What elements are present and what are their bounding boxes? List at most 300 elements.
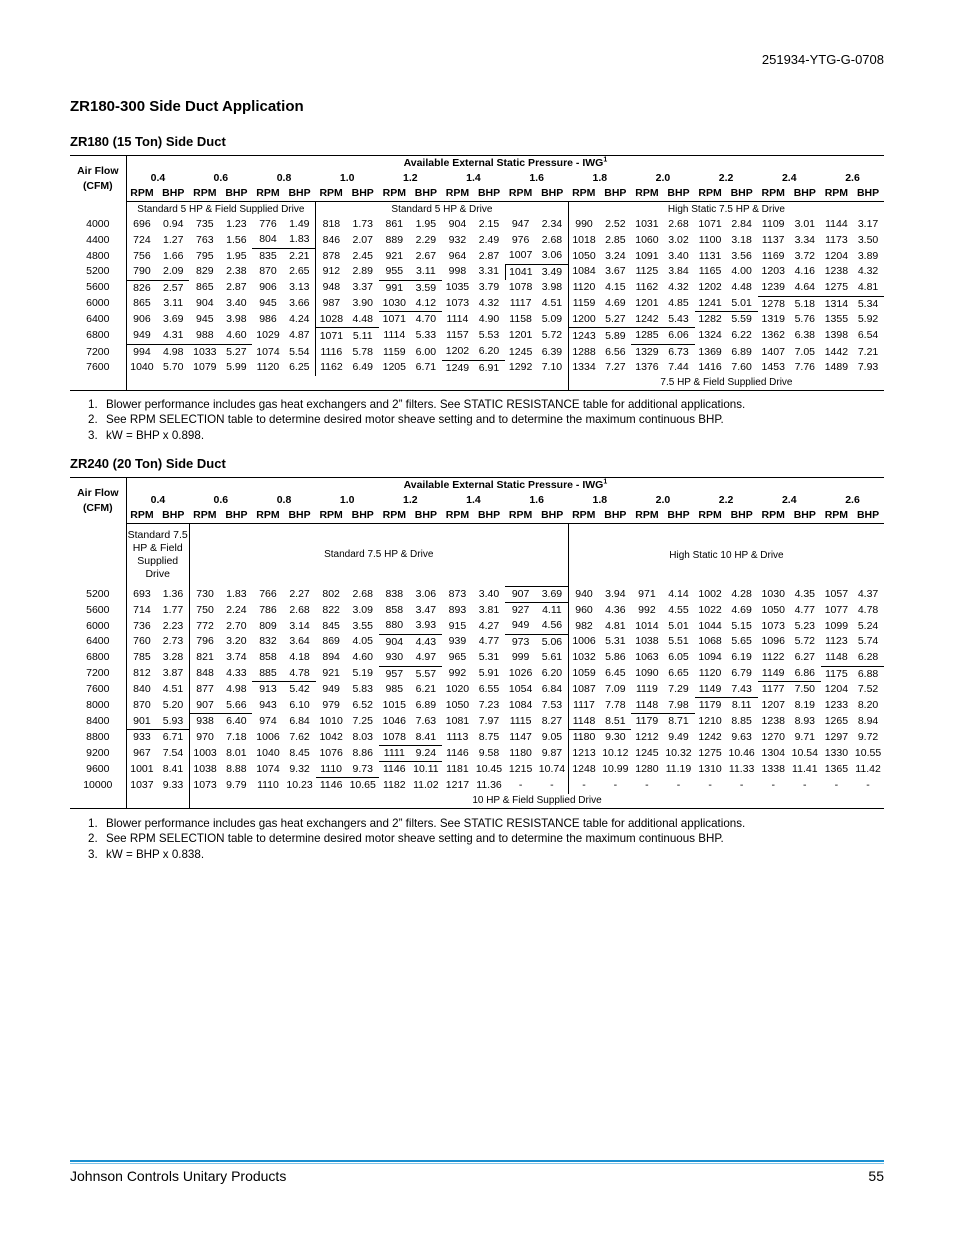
rpm-cell: 912: [316, 264, 347, 280]
rpm-cell: 1245: [508, 345, 533, 358]
bhp-cell: 4.28: [731, 587, 752, 600]
bhp-cell: 5.43: [662, 312, 694, 328]
rpm-cell: 1022: [698, 603, 722, 616]
bhp-cell: 4.32: [668, 281, 689, 294]
rpm-cell: 1157: [446, 329, 469, 342]
bhp-column-header: BHP: [599, 186, 631, 202]
bhp-cell: 11.33: [728, 763, 755, 776]
blank-cell: [126, 376, 568, 391]
rpm-cell: 967: [126, 746, 157, 762]
bhp-cell: 11.42: [855, 763, 881, 776]
bhp-cell: 4.87: [289, 329, 310, 342]
bhp-cell: 5.83: [352, 683, 373, 696]
bhp-cell: -: [866, 779, 870, 792]
bhp-cell: 5.72: [541, 329, 563, 342]
rpm-column-header: RPM: [695, 186, 726, 202]
rpm-cell: 1007: [505, 248, 536, 264]
bhp-cell: 8.45: [289, 747, 310, 760]
drive-label-std-5hp: Standard 5 HP & Drive: [316, 202, 569, 218]
bhp-cell: 6.79: [731, 667, 752, 680]
bhp-cell: 6.54: [857, 329, 879, 342]
rpm-cell: 1120: [568, 280, 599, 296]
pressure-column-header: 2.4: [781, 494, 797, 506]
rpm-cell: 894: [322, 651, 340, 664]
rpm-cell: 904: [448, 218, 467, 230]
bhp-cell: 5.31: [605, 635, 626, 648]
rpm-cell: 1205: [382, 361, 406, 374]
pressure-column-header: 1.0: [339, 494, 355, 506]
rpm-cell: 885: [252, 666, 283, 682]
bhp-cell: 3.81: [478, 603, 500, 616]
bhp-cell: 11.19: [665, 763, 692, 776]
table-row: [70, 296, 884, 312]
bhp-cell: 2.15: [478, 218, 500, 230]
bhp-column-header: BHP: [536, 186, 568, 202]
bhp-column-header: BHP: [410, 186, 442, 202]
footnote-text: Blower performance includes gas heat exchangers and 2” filters. See STATIC RESISTANCE table for additional applications.: [106, 398, 746, 411]
footnote-marker: 1: [603, 478, 608, 486]
airflow-header: [70, 478, 126, 524]
airflow-cfm-cell: 5200: [86, 265, 110, 278]
rpm-cell: -: [518, 779, 523, 792]
rpm-cell: 1044: [698, 619, 722, 632]
bhp-cell: 4.78: [857, 603, 879, 616]
bhp-cell: 4.56: [536, 618, 568, 634]
rpm-cell: 939: [448, 635, 467, 648]
rpm-cell: 906: [126, 312, 157, 328]
pressure-column-header: 0.4: [126, 493, 189, 508]
bhp-cell: 4.16: [794, 265, 816, 278]
rpm-cell: 821: [189, 650, 220, 666]
table-row: [70, 746, 884, 762]
rpm-cell: 1179: [698, 699, 722, 712]
rpm-cell: 865: [196, 281, 214, 294]
rpm-cell: 992: [638, 603, 656, 616]
bhp-cell: 7.50: [794, 683, 816, 696]
rpm-cell: 1182: [382, 779, 406, 792]
bhp-cell: 2.29: [415, 233, 437, 246]
rpm-column-header: RPM: [126, 186, 157, 202]
blank-cell: [70, 202, 126, 218]
bhp-cell: 9.24: [410, 746, 442, 762]
bhp-cell: 5.06: [541, 635, 563, 648]
rpm-cell: 1037: [126, 778, 157, 794]
rpm-cell: 1265: [824, 715, 849, 727]
rpm-column-header: RPM: [758, 508, 789, 524]
rpm-cell: 1453: [761, 361, 785, 374]
bhp-column-header: BHP: [726, 508, 758, 524]
airflow-cfm-cell: 8400: [86, 715, 110, 727]
rpm-cell: 1204: [824, 683, 849, 696]
rpm-cell: 1073: [189, 778, 220, 794]
rpm-cell: 1202: [698, 281, 722, 294]
rpm-cell: 1292: [508, 361, 533, 374]
rpm-cell: 1280: [635, 763, 659, 776]
bhp-cell: 3.17: [857, 218, 879, 230]
bhp-cell: 4.48: [731, 281, 752, 294]
bhp-cell: 3.66: [289, 297, 310, 310]
bhp-cell: 1.77: [162, 603, 184, 616]
bhp-cell: 3.06: [536, 248, 568, 264]
bhp-cell: 1.49: [289, 218, 310, 230]
rpm-cell: 1159: [382, 345, 406, 358]
rpm-cell: 1020: [445, 683, 470, 696]
bhp-cell: 6.84: [289, 715, 310, 727]
bhp-column-header: BHP: [473, 186, 505, 202]
bhp-cell: 3.31: [473, 264, 505, 280]
table-row: [70, 312, 884, 328]
bhp-cell: 7.93: [857, 361, 879, 374]
pressure-column-header: 2.0: [655, 172, 671, 184]
bhp-cell: 5.15: [731, 619, 752, 632]
rpm-cell: 1032: [568, 650, 599, 666]
bhp-cell: 8.94: [857, 715, 879, 727]
footnote: [88, 412, 745, 427]
bhp-cell: 7.10: [541, 361, 563, 374]
bhp-cell: 7.05: [794, 345, 816, 358]
static-pressure-header: [126, 156, 884, 172]
rpm-cell: 1018: [568, 232, 599, 248]
bhp-cell: 2.87: [478, 249, 500, 262]
bhp-cell: 1.83: [284, 232, 316, 248]
notes-zr240: [88, 816, 745, 862]
drive-label-field-5hp: Standard 5 HP & Field Supplied Drive: [126, 202, 315, 218]
rpm-cell: 1310: [698, 763, 722, 776]
rpm-cell: 730: [189, 586, 220, 602]
bhp-cell: 2.23: [162, 619, 184, 632]
bhp-cell: 5.70: [163, 361, 184, 374]
rpm-cell: 1026: [508, 667, 533, 680]
table-row: [70, 344, 884, 360]
rpm-cell: 1398: [824, 329, 849, 342]
bhp-cell: 6.20: [541, 667, 563, 680]
rpm-cell: 1120: [698, 667, 722, 680]
rpm-cell: 1158: [509, 313, 532, 326]
rpm-cell: 714: [126, 602, 157, 618]
footnote-number: 1.: [88, 398, 98, 411]
footnote-text: Blower performance includes gas heat exchangers and 2” filters. See STATIC RESISTANCE table for additional applications.: [106, 817, 746, 830]
table-row: [70, 730, 884, 746]
rpm-column-header: RPM: [316, 186, 347, 202]
pressure-column-header: 2.0: [655, 494, 671, 506]
performance-table: [70, 155, 884, 391]
rpm-cell: 1248: [568, 762, 599, 778]
bhp-cell: 3.18: [731, 233, 752, 246]
rpm-cell: 829: [196, 265, 214, 278]
rpm-cell: 1078: [382, 730, 406, 743]
bhp-cell: 6.27: [794, 651, 816, 664]
bhp-cell: 4.37: [857, 587, 879, 600]
bhp-cell: 8.75: [478, 730, 500, 743]
bhp-cell: 8.19: [794, 699, 816, 712]
rpm-cell: 766: [259, 587, 277, 600]
rpm-cell: 947: [511, 218, 530, 230]
bhp-cell: 1.95: [226, 249, 247, 262]
rpm-cell: 964: [448, 249, 467, 262]
bhp-cell: 9.05: [541, 730, 563, 743]
bhp-cell: 5.31: [478, 651, 500, 664]
bhp-cell: 5.72: [794, 635, 816, 648]
table-row: [70, 634, 884, 650]
rpm-cell: 907: [505, 586, 536, 602]
rpm-cell: 1330: [824, 747, 849, 760]
bhp-cell: 1.36: [162, 587, 184, 600]
rpm-cell: 945: [259, 297, 277, 310]
bhp-cell: 8.01: [226, 747, 247, 760]
rpm-cell: 776: [259, 218, 277, 230]
rpm-cell: 1173: [825, 233, 848, 246]
bhp-cell: 2.73: [162, 635, 184, 648]
bhp-cell: 5.54: [289, 345, 310, 358]
bhp-cell: 5.11: [352, 329, 373, 342]
pressure-column-header: 0.4: [126, 171, 189, 186]
rpm-cell: 1114: [446, 313, 469, 326]
bhp-cell: 7.78: [605, 699, 626, 712]
bhp-cell: 6.49: [352, 361, 373, 374]
bhp-column-header: BHP: [220, 186, 252, 202]
rpm-cell: 1233: [824, 699, 849, 712]
bhp-cell: 3.49: [541, 265, 563, 278]
bhp-cell: 4.12: [410, 296, 442, 312]
rpm-cell: 913: [259, 683, 277, 696]
bhp-cell: 5.27: [599, 312, 631, 328]
rpm-cell: 1094: [698, 651, 722, 664]
bhp-cell: 4.32: [478, 297, 500, 310]
rpm-cell: 1149: [695, 682, 726, 698]
pressure-column-header: 1.4: [466, 172, 481, 184]
rpm-cell: 1297: [824, 730, 849, 743]
bhp-cell: 3.40: [668, 249, 689, 262]
bhp-cell: 3.72: [794, 249, 816, 262]
rpm-cell: 982: [568, 618, 599, 634]
table-row: [70, 650, 884, 666]
airflow-cfm-cell: 6000: [86, 297, 110, 310]
rpm-cell: 845: [322, 619, 340, 632]
bhp-cell: 2.85: [605, 233, 626, 246]
bhp-cell: 5.57: [415, 667, 437, 680]
rpm-cell: 1063: [635, 651, 659, 664]
rpm-cell: 1123: [825, 635, 848, 648]
bhp-column-header: BHP: [284, 508, 316, 524]
bhp-cell: 3.11: [410, 264, 442, 280]
bhp-cell: 3.74: [226, 651, 247, 664]
bhp-cell: 4.00: [731, 265, 752, 278]
blank-cell: [70, 524, 126, 587]
bhp-cell: 4.69: [731, 603, 752, 616]
bhp-cell: 4.70: [415, 313, 437, 326]
bhp-cell: 7.62: [289, 730, 310, 743]
rpm-cell: 1096: [761, 635, 785, 648]
bhp-cell: 6.89: [731, 345, 752, 358]
static-pressure-label: Available External Static Pressure - IWG: [403, 157, 604, 169]
rpm-cell: 933: [126, 730, 157, 746]
bhp-cell: 10.12: [602, 747, 629, 760]
rpm-cell: 957: [385, 667, 404, 680]
bhp-cell: 6.20: [473, 344, 505, 360]
rpm-cell: 1117: [509, 297, 532, 310]
bhp-cell: 5.78: [352, 345, 373, 358]
rpm-cell: 763: [196, 233, 214, 246]
rpm-cell: 998: [448, 265, 467, 278]
bhp-cell: 2.57: [163, 281, 184, 294]
rpm-cell: 1180: [568, 730, 599, 746]
bhp-cell: 4.31: [157, 328, 189, 344]
rpm-cell: 1006: [256, 730, 280, 743]
rpm-cell: 1148: [631, 698, 662, 714]
bhp-cell: 6.40: [220, 714, 252, 730]
rpm-cell: 901: [126, 714, 157, 730]
bhp-cell: 11.41: [792, 763, 818, 776]
bhp-cell: 4.27: [478, 619, 500, 632]
table-row: [70, 762, 884, 778]
airflow-cfm-cell: 7600: [86, 361, 110, 374]
drive-label-std-75hp: Standard 7.5 HP & Drive: [189, 524, 568, 587]
pressure-column-header: 1.2: [403, 494, 418, 506]
rpm-cell: 921: [322, 667, 340, 680]
footnote-number: 1.: [88, 817, 98, 830]
bhp-cell: 6.84: [541, 683, 563, 696]
rpm-cell: 1212: [635, 730, 659, 743]
bhp-cell: 3.84: [668, 265, 689, 278]
rpm-cell: 927: [505, 602, 536, 618]
table-row: [70, 698, 884, 714]
rpm-cell: 940: [568, 586, 599, 602]
pressure-column-header: 2.6: [845, 172, 860, 184]
airflow-cfm-cell: 9200: [86, 747, 110, 760]
rpm-cell: 1204: [824, 249, 849, 262]
bhp-cell: 2.07: [352, 233, 373, 246]
rpm-column-header: RPM: [568, 508, 599, 524]
bhp-cell: 4.24: [289, 313, 310, 326]
bhp-cell: 1.27: [163, 233, 184, 246]
rpm-cell: 832: [259, 635, 277, 648]
rpm-cell: 750: [189, 602, 220, 618]
bhp-cell: 6.71: [162, 731, 184, 744]
rpm-cell: 1338: [761, 763, 785, 776]
rpm-column-header: RPM: [821, 186, 852, 202]
rpm-cell: 1365: [824, 763, 849, 776]
rpm-cell: 1099: [824, 619, 849, 632]
bhp-cell: 3.37: [352, 281, 373, 294]
pressure-column-header: 1.6: [529, 172, 544, 184]
bhp-cell: -: [550, 779, 554, 792]
bhp-column-header: BHP: [347, 508, 379, 524]
rpm-cell: 1030: [379, 296, 410, 312]
bhp-cell: 3.87: [162, 667, 184, 680]
rpm-cell: 991: [385, 281, 404, 294]
rpm-cell: -: [771, 779, 775, 792]
rpm-cell: 1162: [635, 281, 659, 294]
bhp-cell: 5.33: [415, 329, 437, 342]
bhp-cell: 5.09: [541, 313, 563, 326]
static-pressure-header: [126, 478, 884, 494]
rpm-cell: 1050: [568, 248, 599, 264]
bhp-cell: 9.33: [162, 779, 184, 792]
bhp-cell: 9.58: [478, 747, 500, 760]
bhp-cell: 5.66: [226, 698, 247, 711]
bhp-cell: 3.98: [541, 281, 563, 294]
bhp-column-header: BHP: [220, 508, 252, 524]
rpm-cell: 1489: [824, 361, 849, 374]
bhp-cell: 9.30: [599, 730, 631, 746]
rpm-cell: 1111: [379, 746, 410, 762]
bhp-cell: 10.11: [413, 763, 439, 776]
bhp-cell: 5.53: [478, 329, 500, 342]
rpm-cell: 1050: [445, 699, 470, 712]
footnote-number: 2.: [88, 413, 98, 427]
rpm-column-header: RPM: [758, 186, 789, 202]
rpm-cell: 1239: [758, 280, 789, 296]
rpm-cell: 960: [568, 602, 599, 618]
rpm-cell: 1116: [316, 344, 347, 360]
rpm-cell: 965: [448, 651, 467, 664]
bhp-cell: 10.45: [475, 763, 503, 776]
bhp-cell: 6.39: [541, 345, 563, 358]
rpm-cell: 1238: [761, 715, 785, 727]
bhp-cell: 6.38: [794, 329, 816, 342]
bhp-cell: 3.47: [415, 603, 437, 616]
rpm-cell: 1100: [698, 233, 722, 246]
rpm-cell: 1217: [445, 779, 470, 792]
bhp-cell: 8.41: [162, 763, 184, 776]
bhp-cell: 6.52: [352, 699, 373, 712]
rpm-cell: 1084: [568, 264, 599, 280]
bhp-cell: 6.88: [857, 667, 879, 680]
rpm-cell: 878: [316, 248, 347, 264]
footer-company: Johnson Controls Unitary Products: [70, 1168, 287, 1184]
table-row: [70, 328, 884, 344]
rpm-cell: 1113: [446, 730, 469, 743]
bhp-cell: 4.51: [541, 297, 563, 310]
pressure-column-header: 2.6: [845, 494, 860, 506]
bhp-cell: 6.00: [415, 345, 437, 358]
rpm-column-header: RPM: [252, 186, 283, 202]
rpm-cell: 822: [322, 603, 340, 616]
bhp-cell: 6.71: [415, 361, 437, 374]
rpm-cell: 999: [511, 651, 530, 664]
bhp-cell: 4.81: [852, 280, 884, 296]
bhp-cell: 3.13: [289, 281, 310, 294]
table-row: [70, 778, 884, 794]
rpm-cell: 1362: [761, 329, 785, 342]
rpm-cell: 1031: [635, 218, 659, 230]
bhp-cell: 9.72: [857, 730, 879, 743]
rpm-cell: 1038: [189, 762, 220, 778]
bhp-column-header: BHP: [726, 186, 758, 202]
bhp-cell: 1.23: [226, 218, 247, 230]
bhp-cell: 2.87: [226, 281, 247, 294]
rpm-cell: 1282: [698, 313, 722, 326]
bhp-column-header: BHP: [157, 186, 189, 202]
airflow-cfm-cell: 4800: [86, 249, 110, 262]
rpm-cell: 893: [448, 603, 467, 616]
rpm-cell: 1068: [698, 635, 722, 648]
rpm-cell: 1050: [761, 603, 785, 616]
section-title: ZR180-300 Side Duct Application: [70, 98, 304, 115]
bhp-column-header: BHP: [789, 508, 821, 524]
bhp-cell: 7.18: [226, 730, 247, 743]
rpm-cell: 1238: [824, 265, 849, 278]
rpm-cell: 1213: [568, 746, 599, 762]
rpm-cell: 785: [126, 650, 157, 666]
bhp-cell: 6.28: [852, 650, 884, 666]
bhp-cell: 8.86: [352, 747, 373, 760]
bhp-cell: 6.25: [289, 361, 310, 374]
rpm-cell: 1179: [635, 715, 659, 728]
bhp-cell: 6.05: [668, 651, 689, 664]
pressure-column-header: 0.6: [213, 494, 229, 506]
rpm-cell: 1159: [568, 296, 599, 312]
